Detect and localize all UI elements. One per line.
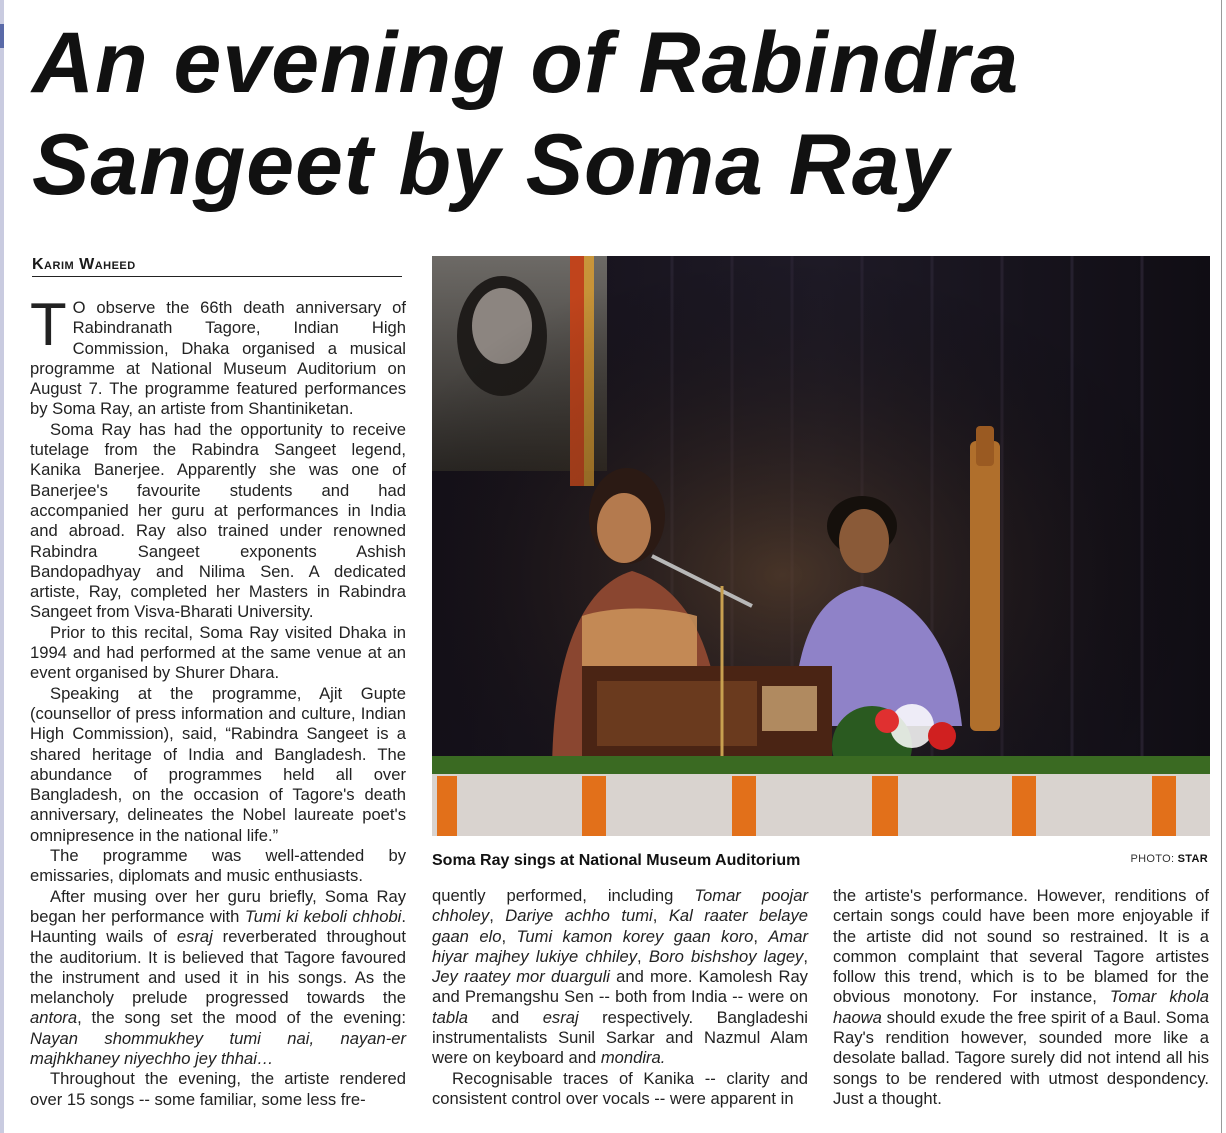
- text-run: Soma Ray has had the opportunity to receive tutelage from the Rabindra Sangeet legend, Kanika Banerjee. Apparently she was one of Banerjee's favourite students and had accompanied her guru at performances in India and abroad. Ray also trained under renowned Rabindra Sangeet exponents Ashish Bandopadhyay and Nilima Sen. A dedicated artiste, Ray, completed her Masters in Rabindra Sangeet from Visva-Bharati University.: [30, 419, 406, 622]
- photo-credit-name: STAR: [1177, 853, 1208, 865]
- byline-name: Karim Waheed: [32, 256, 136, 273]
- paragraph: [30, 846, 406, 887]
- text-run: the artiste's performance. However, renditions of certain songs could have been more enjoyable if the artiste did not sound so restrained. It is a common complaint that several Tagore artistes follow this trend, which is to be blamed for the obvious monotony. For instance,: [833, 886, 1209, 1007]
- italic-title: esraj: [176, 927, 213, 947]
- italic-title: Boro bishshoy lagey: [648, 946, 804, 966]
- text-run: respectively. Bangladeshi instrumentalists Sunil Sarkar and Nazmul Alam were on keyboard and: [432, 1007, 808, 1068]
- article-column-2: [432, 886, 808, 1109]
- text-run: quently performed, including: [432, 886, 695, 905]
- italic-title: Amar hiyar majhey lukiye chhiley: [432, 926, 808, 966]
- text-run: and: [467, 1007, 543, 1027]
- paragraph: [30, 684, 406, 846]
- headline: An evening of Rabindra Sangeet by Soma Ray: [32, 15, 1020, 213]
- italic-title: antora: [30, 1008, 78, 1028]
- text-run: O observe the 66th death anniversary of Rabindranath Tagore, Indian High Commission, Dhaka organised a musical programme at National Museum Auditorium on August 7. The programme featured performances by Soma Ray, an artiste from Shantiniketan.: [30, 298, 406, 419]
- text-run: After musing over her guru briefly, Soma Ray began her performance with: [30, 886, 406, 926]
- page-right-rule: [1221, 0, 1222, 1133]
- paragraph: [432, 1069, 808, 1110]
- text-run: ,: [501, 926, 517, 946]
- column-1-body: [30, 291, 406, 1110]
- text-run: Throughout the evening, the artiste rendered over 15 songs -- some familiar, some less fre-: [30, 1069, 406, 1109]
- photo-credit-label: PHOTO:: [1130, 853, 1175, 865]
- performance-photo-image: [432, 256, 1210, 836]
- italic-title: Tomar khola haowa: [833, 987, 1209, 1027]
- text-run: reverberated throughout the auditorium. It is believed that Tagore favoured the instrument and used it in his songs. As the melancholy prelude progressed towards the: [30, 927, 406, 1008]
- drop-cap: T: [30, 291, 67, 358]
- italic-title: Kal raater belaye gaan elo: [432, 906, 808, 946]
- text-run: ,: [753, 926, 769, 946]
- italic-title: tabla: [432, 1007, 468, 1027]
- text-run: ,: [489, 906, 506, 926]
- text-run: . Haunting wails of: [30, 906, 406, 947]
- italic-title: Nayan shommukhey tumi nai, nayan-er majhkhaney niyechho jey thhai…: [30, 1028, 406, 1068]
- performance-photo: [432, 256, 1210, 836]
- byline: [32, 256, 402, 277]
- italic-title: Tomar poojar chholey: [432, 886, 809, 926]
- text-run: Recognisable traces of Kanika -- clarity and consistent control over vocals -- were apparent in: [432, 1068, 808, 1108]
- text-run: and more. Kamolesh Ray and Premangshu Sen -- both from India -- were on: [432, 967, 808, 1007]
- text-run: ,: [652, 906, 669, 926]
- italic-title: Tumi kamon korey gaan koro: [516, 926, 754, 946]
- text-run: , the song set the mood of the evening:: [77, 1008, 406, 1028]
- paragraph: [833, 886, 1209, 1109]
- italic-title: Dariye achho tumi: [505, 906, 653, 926]
- paragraph: [432, 886, 808, 1069]
- paragraph: [30, 623, 406, 684]
- text-run: Prior to this recital, Soma Ray visited Dhaka in 1994 and had performed at the same venue at an event organised by Shurer Dhara.: [30, 622, 406, 683]
- text-run: ,: [637, 946, 649, 966]
- text-run: should exude the free spirit of a Baul. Soma Ray's rendition however, sounded more like a desolate ballad. Tagore surely did not intend all his songs to be rendered with utmost despondency. Just a thought.: [833, 1007, 1209, 1108]
- article-column-3: [833, 886, 1209, 1109]
- photo-credit: [1131, 853, 1208, 865]
- page-edge-marker: [0, 24, 4, 48]
- italic-title: Jey raatey mor duarguli: [432, 967, 610, 987]
- paragraph: [30, 887, 406, 1070]
- article-column-1: [30, 291, 406, 1110]
- text-run: The programme was well-attended by emissaries, diplomats and music enthusiasts.: [30, 846, 406, 886]
- paragraph: [30, 1069, 406, 1110]
- paragraph: [30, 291, 406, 420]
- italic-title: esraj: [542, 1007, 579, 1027]
- photo-caption: Soma Ray sings at National Museum Auditorium: [432, 852, 801, 869]
- text-run: ,: [803, 946, 808, 966]
- italic-title: mondira.: [600, 1048, 666, 1068]
- text-run: Speaking at the programme, Ajit Gupte (counsellor of press information and culture, Indian High Commission), said, “Rabindra Sangeet is a shared heritage of India and Bangladesh. The abundance of programmes held all over Bangladesh, on the occasion of Tagore's death anniversary, delineates the Nobel laureate poet's omnipresence in the national life.”: [30, 683, 406, 845]
- paragraph: [30, 420, 406, 623]
- page-edge-bar: [0, 0, 4, 1133]
- italic-title: Tumi ki keboli chhobi: [244, 906, 402, 926]
